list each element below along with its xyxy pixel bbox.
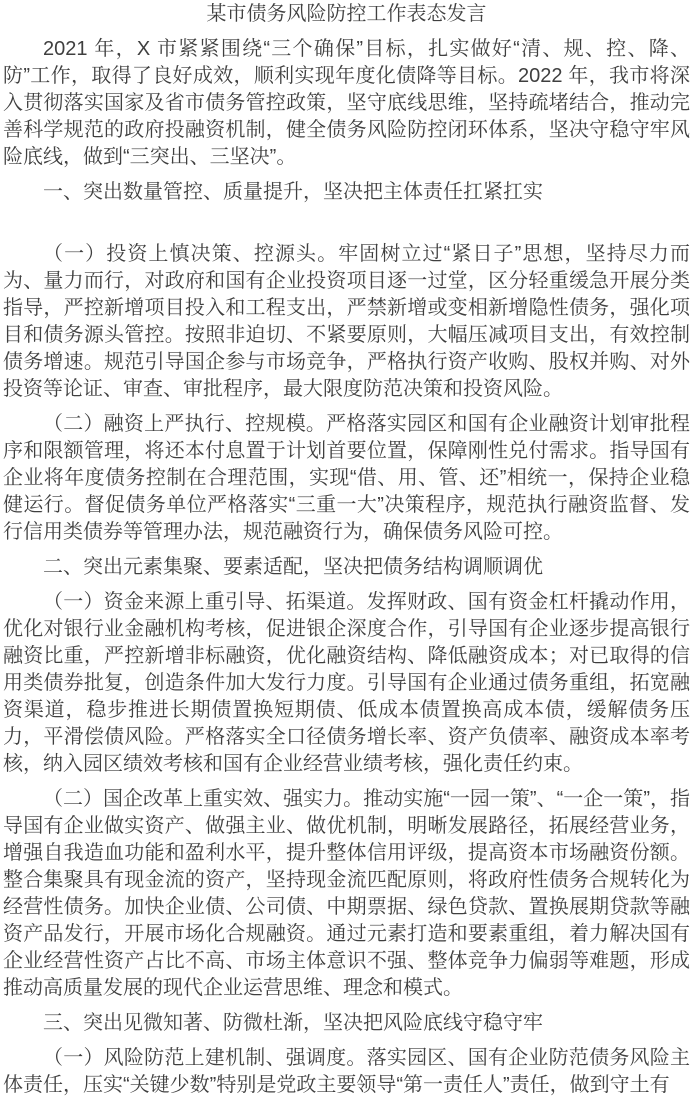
section-1-heading: 一、突出数量管控、质量提升，坚决把主体责任扛紧扛实: [43, 181, 543, 203]
document-page: [3, 1, 690, 1099]
section-2-heading: 二、突出元素集聚、要素适配，坚决把债务结构调顺调优: [43, 556, 543, 578]
section-3-paragraph-1: （一）风险防范上建机制、强调度。落实园区、国有企业防范债务风险主体责任，压实“关键少数”特别是党政主要领导“第一责任人”责任，做到守土有: [3, 1047, 690, 1096]
intro-paragraph: 2021 年，X 市紧紧围绕“三个确保”目标，扎实做好“清、规、控、降、防”工作，取得了良好成效，顺利实现年度化债降等目标。2022 年，我市将深入贯彻落实国家及省市债务管控政策，坚守底线思维，坚持疏堵结合，推动完善科学规范的政府投融资机制，健全债务风险防控闭环体系，坚决守稳守牢风险底线，做到“三突出、三坚决”。: [3, 38, 690, 168]
section-3-heading: 三、突出见微知著、防微杜渐，坚决把风险底线守稳守牢: [43, 1012, 543, 1034]
section-1-paragraph-1: （一）投资上慎决策、控源头。牢固树立过“紧日子”思想，坚持尽力而为、量力而行，对政府和国有企业投资项目逐一过堂，区分轻重缓急开展分类指导，严控新增项目投入和工程支出，严禁新增或变相新增隐性债务，强化项目和债务源头管控。按照非迫切、不紧要原则，大幅压减项目支出，有效控制债务增速。规范引导国企参与市场竞争，严格执行资产收购、股权并购、对外投资等论证、审查、审批程序，最大限度防范决策和投资风险。: [3, 243, 690, 400]
section-2-paragraph-1: （一）资金来源上重引导、拓渠道。发挥财政、国有资金杠杆撬动作用，优化对银行业金融机构考核，促进银企深度合作，引导国有企业逐步提高银行融资比重，严控新增非标融资，优化融资结构、降低融资成本；对已取得的信用类债券批复，创造条件加大发行力度。引导国有企业通过债务重组，拓宽融资渠道，稳步推进长期债置换短期债、低成本债置换高成本债，缓解债务压力，平滑偿债风险。严格落实全口径债务增长率、资产负债率、融资成本率考核，纳入园区绩效考核和国有企业经营业绩考核，强化责任约束。: [3, 591, 690, 775]
document-title: 某市债务风险防控工作表态发言: [206, 3, 487, 25]
section-1-paragraph-2: （二）融资上严执行、控规模。严格落实园区和国有企业融资计划审批程序和限额管理，将还本付息置于计划首要位置，保障刚性兑付需求。指导国有企业将年度债务控制在合理范围，实现“借、用、管、还”相统一，保持企业稳健运行。督促债务单位严格落实“三重一大”决策程序，规范执行融资监督、发行信用类债券等管理办法，规范融资行为，确保债务风险可控。: [3, 413, 690, 543]
section-2-paragraph-2: （二）国企改革上重实效、强实力。推动实施“一园一策”、“一企一策”，指导国有企业做实资产、做强主业、做优机制，明晰发展路径，拓展经营业务，增强自我造血功能和盈利水平，提升整体信用评级，提高资本市场融资份额。整合集聚具有现金流的资产，坚持现金流匹配原则，将政府性债务合规转化为经营性债务。加快企业债、公司债、中期票据、绿色贷款、置换展期贷款等融资产品发行，开展市场化合规融资。通过元素打造和要素重组，着力解决国有企业经营性资产占比不高、市场主体意识不强、整体竞争力偏弱等难题，形成推动高质量发展的现代企业运营思维、理念和模式。: [3, 788, 690, 999]
